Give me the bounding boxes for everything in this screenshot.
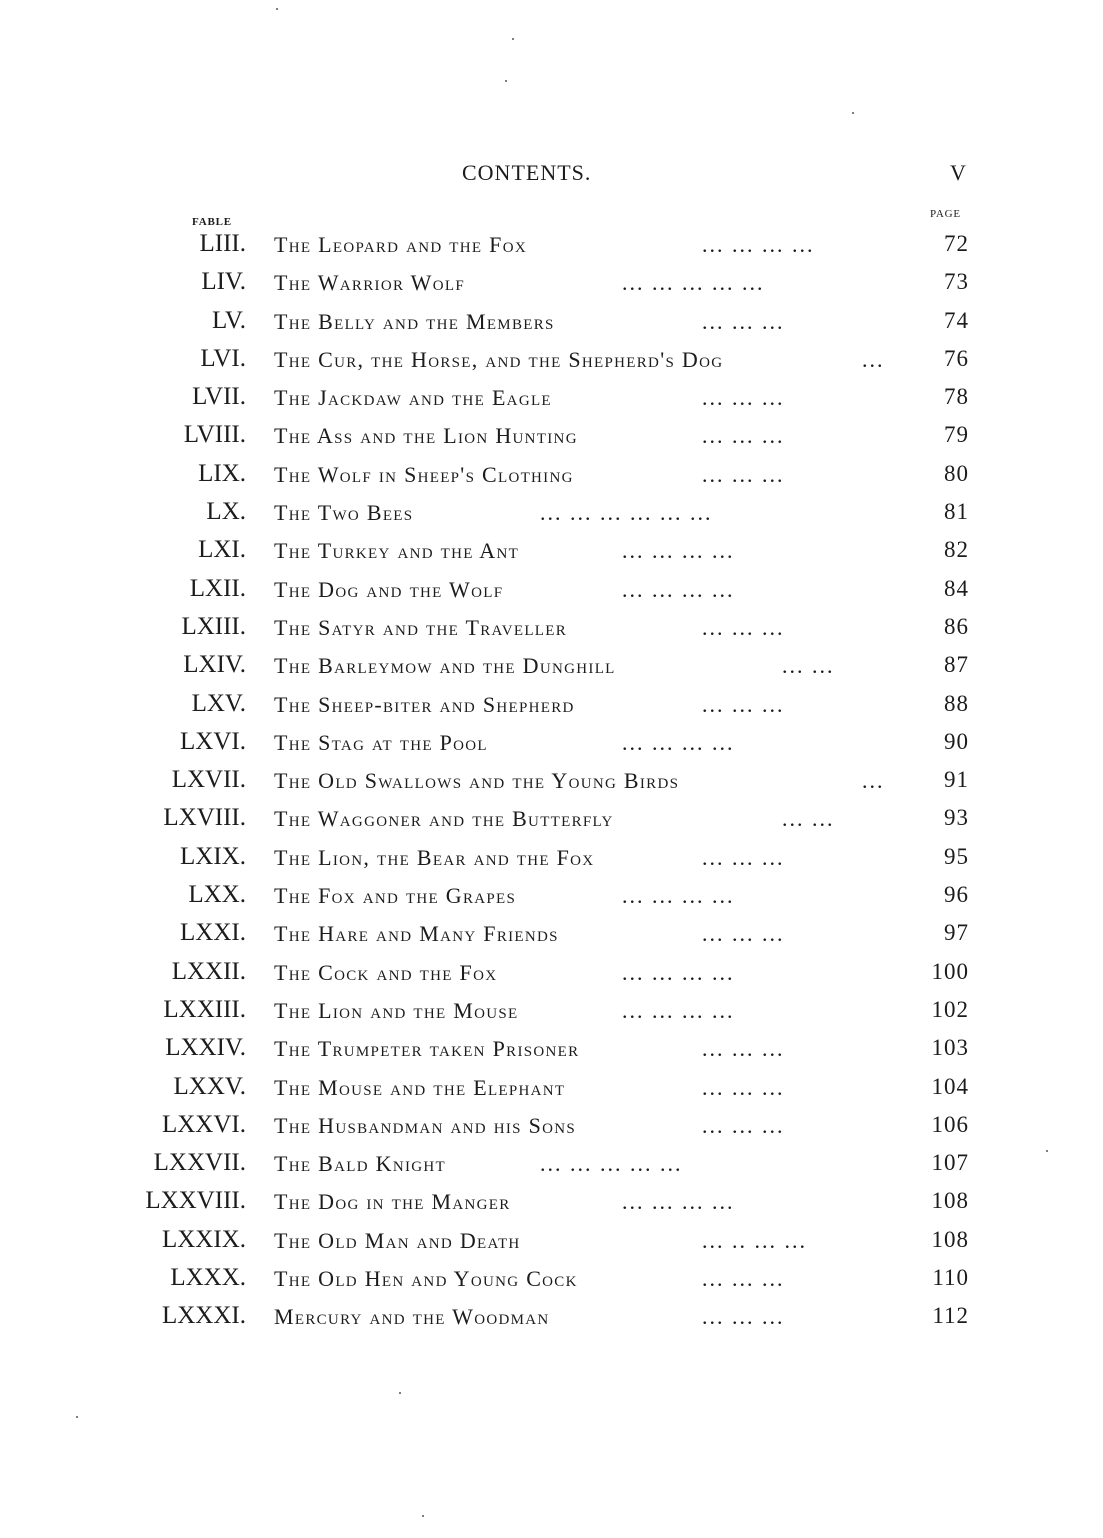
dot-leaders: ... ... ... [702,308,785,334]
toc-row [0,381,1103,419]
fable-title: The Old Swallows and the Young Birds [274,768,680,794]
fable-number: LXIII. [181,612,246,640]
folio-number: V [950,160,966,185]
toc-row [0,496,1103,534]
dot-leaders: ... ... ... [702,1074,785,1100]
fable-title: The Warrior Wolf [274,270,465,296]
dot-leaders: ... ... ... ... [622,883,735,909]
fable-number: LVI. [200,344,246,372]
fable-title: The Stag at the Pool [274,729,488,755]
fable-title: The Dog and the Wolf [274,576,504,602]
toc-row [0,266,1103,304]
dot-leaders: ... ... ... ... [622,997,735,1023]
dot-leaders: ... ... ... ... ... [622,270,765,296]
toc-row [0,1071,1103,1109]
page-number: 103 [931,1035,969,1061]
dot-leaders: ... ... ... [702,1036,785,1062]
toc-row [0,1032,1103,1070]
toc-row [0,1109,1103,1147]
fable-title: The Satyr and the Traveller [274,614,568,640]
dot-leaders: ... ... ... ... [622,959,735,985]
fable-title: The Lion, the Bear and the Fox [274,844,595,870]
toc-row [0,1224,1103,1262]
fable-number: LXXI. [180,919,246,947]
dot-leaders: ... ... [782,653,835,679]
fable-number: LIII. [199,230,246,257]
toc-row [0,764,1103,802]
toc-row [0,917,1103,955]
fable-number: LXXVIII. [145,1187,246,1215]
page-number: 79 [944,422,969,448]
dot-leaders: ... ... ... [702,691,785,717]
fable-number: LXXV. [173,1072,246,1100]
toc-row [0,688,1103,726]
fable-number: LXXIX. [161,1225,246,1253]
toc-row [0,1262,1103,1300]
fable-number: LX. [206,498,246,526]
fable-title: The Sheep-biter and Shepherd [274,691,575,717]
page-number: 112 [932,1303,969,1329]
fable-title: The Leopard and the Fox [274,232,527,257]
dot-leaders: ... .. ... ... [702,1227,807,1253]
page-number: 90 [944,728,969,754]
toc-row [0,228,1103,266]
fable-title: The Hare and Many Friends [274,921,559,947]
fable-title: The Old Man and Death [274,1227,521,1253]
dot-leaders: ... ... ... [702,1266,785,1292]
toc-row [0,534,1103,572]
fable-title: The Barleymow and the Dunghill [274,653,616,679]
fable-number: LXXX. [170,1264,246,1292]
page-number: 107 [931,1150,969,1176]
toc-row [0,994,1103,1032]
fable-number: LXII. [189,574,246,602]
fable-number: LXI. [198,536,246,564]
dot-leaders: ... ... ... [702,1304,785,1330]
page-number: 106 [931,1111,969,1137]
page-number: 93 [944,805,969,831]
fable-title: The Dog in the Manger [274,1189,511,1215]
page-number: 78 [944,384,969,410]
page-number: 76 [944,345,969,371]
toc-row [0,1147,1103,1185]
fable-title: The Fox and the Grapes [274,883,517,909]
fable-title: The Old Hen and Young Cock [274,1266,578,1292]
table-of-contents [0,228,1103,1339]
page-number: 82 [944,537,969,563]
toc-row [0,879,1103,917]
toc-row [0,956,1103,994]
dot-leaders: ... ... ... ... [622,538,735,564]
fable-number: LXXIII. [163,995,246,1023]
dot-leaders: ... ... ... [702,385,785,411]
dot-leaders: ... ... ... [702,1112,785,1138]
page-number: 74 [944,307,969,333]
fable-number: LIX. [198,459,246,487]
dot-leaders: ... ... [782,806,835,832]
fable-number: LXXII. [171,957,246,985]
page-number: 91 [944,767,969,793]
page-number: 80 [944,460,969,486]
page-number: 102 [931,996,969,1022]
fable-title: The Ass and the Lion Hunting [274,423,578,449]
fable-number: LVIII. [183,421,246,449]
fable-number: LXVI. [180,727,246,755]
toc-row [0,611,1103,649]
print-speck [276,8,278,10]
fable-title: The Cock and the Fox [274,959,498,985]
fable-number: LXV. [191,689,246,717]
fable-column-label: FABLE [192,216,232,228]
fable-title: The Trumpeter taken Prisoner [274,1036,580,1062]
fable-title: The Husbandman and his Sons [274,1112,577,1138]
dot-leaders: ... ... ... [702,461,785,487]
page-number: 97 [944,920,969,946]
fable-number: LV. [211,306,246,334]
print-speck [422,1515,424,1517]
page-number: 100 [931,958,969,984]
print-speck [852,112,854,114]
page-number: 95 [944,843,969,869]
dot-leaders: ... ... ... [702,614,785,640]
fable-number: LXXXI. [161,1302,246,1330]
dot-leaders: ... ... ... [702,921,785,947]
fable-title: The Mouse and the Elephant [274,1074,566,1100]
fable-number: LXIX. [180,842,246,870]
fable-number: LXXVI. [161,1110,246,1138]
dot-leaders: ... ... ... [702,844,785,870]
fable-number: LIV. [201,268,246,296]
fable-title: The Belly and the Members [274,308,555,334]
toc-row [0,419,1103,457]
toc-row [0,458,1103,496]
dot-leaders: ... [862,346,885,372]
dot-leaders: ... ... ... ... [702,232,815,257]
page-number: 108 [931,1226,969,1252]
toc-row [0,1185,1103,1223]
toc-row [0,573,1103,611]
toc-row [0,343,1103,381]
fable-title: The Bald Knight [274,1151,446,1177]
fable-title: The Wolf in Sheep's Clothing [274,461,574,487]
fable-number: LXIV. [183,651,246,679]
fable-number: LXX. [188,881,246,909]
fable-number: LXXIV. [165,1034,246,1062]
toc-row [0,649,1103,687]
toc-row [0,841,1103,879]
dot-leaders: ... ... ... ... ... [540,1151,683,1177]
page-number: 88 [944,690,969,716]
column-headings [0,206,1103,230]
page-number: 72 [944,231,969,256]
fable-title: Mercury and the Woodman [274,1304,550,1330]
dot-leaders: ... ... ... ... ... ... [540,500,713,526]
print-speck [512,38,514,40]
fable-number: LXVIII. [163,804,246,832]
page-number: 104 [931,1073,969,1099]
page-number: 84 [944,575,969,601]
dot-leaders: ... ... ... ... [622,1189,735,1215]
dot-leaders: ... ... ... ... [622,576,735,602]
fable-title: The Jackdaw and the Eagle [274,385,552,411]
toc-row [0,305,1103,343]
fable-title: The Cur, the Horse, and the Shepherd's Dog [274,346,724,372]
print-speck [76,1416,78,1418]
page-number: 87 [944,652,969,678]
page-number: 81 [944,499,969,525]
fable-title: The Waggoner and the Butterfly [274,806,614,832]
fable-title: The Two Bees [274,500,414,526]
fable-number: LXXVII. [153,1149,246,1177]
dot-leaders: ... ... ... ... [622,729,735,755]
fable-title: The Turkey and the Ant [274,538,520,564]
page-number: 110 [932,1265,969,1291]
dot-leaders: ... [862,768,885,794]
page-title: CONTENTS. [462,160,592,185]
page-number: 86 [944,613,969,639]
dot-leaders: ... ... ... [702,423,785,449]
page-column-label: PAGE [930,208,961,220]
print-speck [505,80,507,82]
print-speck [399,1392,401,1394]
fable-number: LXVII. [171,766,246,794]
toc-row [0,1300,1103,1338]
page-number: 73 [944,269,969,295]
page-number: 108 [931,1188,969,1214]
print-speck [1046,1150,1048,1152]
page-number: 96 [944,882,969,908]
fable-number: LVII. [192,383,246,411]
toc-row [0,802,1103,840]
running-head [0,160,1103,190]
toc-row [0,726,1103,764]
fable-title: The Lion and the Mouse [274,997,519,1023]
